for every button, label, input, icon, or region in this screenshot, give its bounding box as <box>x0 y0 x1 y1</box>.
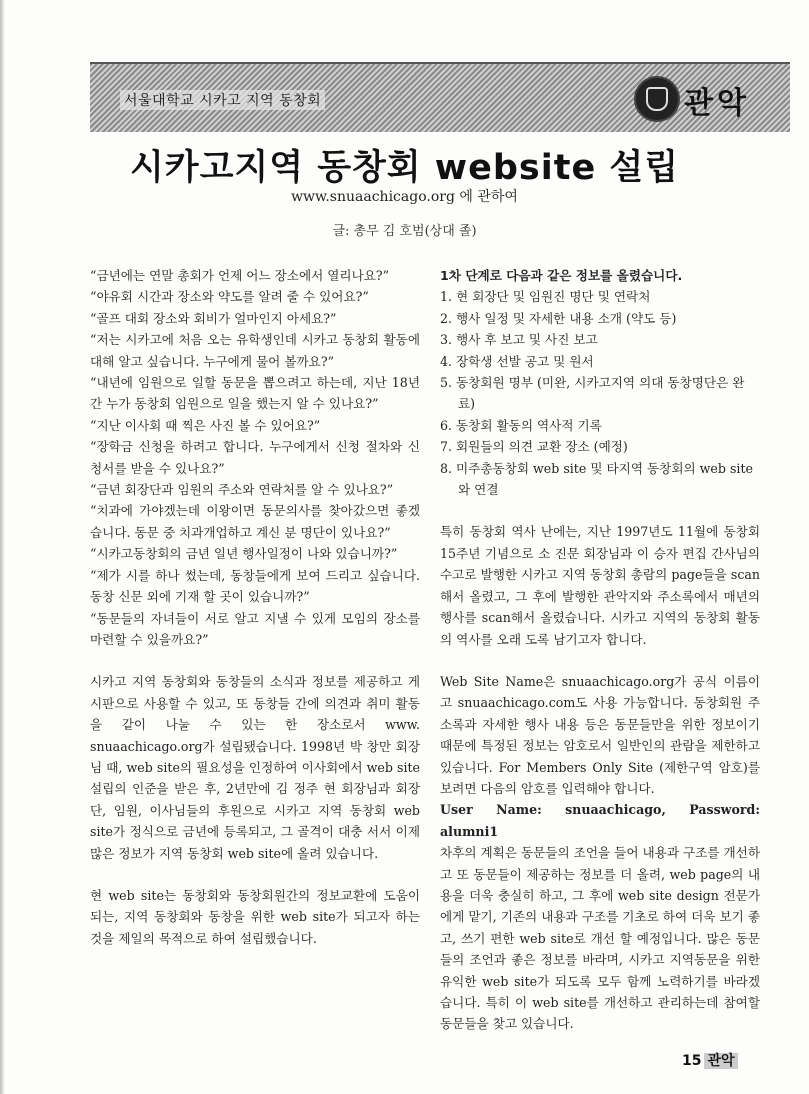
list-heading: 1차 단계로 다음과 같은 정보를 올렸습니다. <box>440 268 683 283</box>
question-item: “금년 회장단과 임원의 주소와 연락처를 알 수 있나요?” <box>90 482 394 498</box>
question-item: “장학금 신청을 하려고 합니다. 누구에게서 신청 절차와 신청서를 받을 수 있나요?” <box>90 439 420 476</box>
body-paragraph: 시카고 지역 동창회와 동창들의 소식과 정보를 제공하고 게시판으로 사용할 수 있고, 또 동창들 간에 의견과 취미 활동을 같이 나눌 수 있는 한 장소로서 www. snuaachicago.org가 설립됐습니다. 1998년 박 창만 회장님 때, web site의 필요성을 인정하여 이사회에서 web site설립의 인준을 받은 후, 2년만에 김 정주 현 회장님과 회장단, 임원, 이사님들의 후원으로 시카고 지역 동창회 web site가 정식으로 금년에 등록되고, 그 골격이 대충 서서 이제 많은 정보가 지역 동창회 web site에 올려 있습니다. <box>90 674 420 861</box>
question-item: “치과에 가야겠는데 이왕이면 동문의사를 찾아갔으면 좋겠습니다. 동문 중 치과개업하고 계신 분 명단이 있나요?” <box>90 503 420 540</box>
list-item: 7. 회원들의 의견 교환 장소 (예정) <box>440 439 628 455</box>
article-byline: 글: 총무 김 호범(상대 졸) <box>332 224 477 239</box>
right-column <box>440 265 760 1035</box>
question-item: “야유회 시간과 장소와 약도를 알려 줄 수 있어요?” <box>90 289 369 305</box>
list-item: 3. 행사 후 보고 및 사진 보고 <box>440 332 598 348</box>
list-item: 4. 장학생 선발 공고 및 원서 <box>440 353 594 369</box>
section-label: 서울대학교 시카고 지역 동창회 <box>120 90 325 110</box>
page-footer <box>682 1050 738 1070</box>
body-paragraph: 현 web site는 동창회와 동창회원간의 정보교환에 도움이 되는, 지역 동창회와 동창을 위한 web site가 되고자 하는 것을 제일의 목적으로 하여 설립했습니다. <box>90 887 420 946</box>
body-paragraph: 차후의 계획은 동문들의 조언을 들어 내용과 구조를 개선하고 또 동문들이 제공하는 정보를 더 올려, web page의 내용을 더욱 충실히 하고, 그 후에 web site design 전문가에게 맡기, 기존의 내용과 구조를 기초로 하여 더욱 보기 좋고, 쓰기 편한 web site로 개선 할 예정입니다. 많은 동문들의 조언과 좋은 정보를 바라며, 시카고 지역동문을 위한 유익한 web site가 되도록 모두 함께 노력하기를 바라겠습니다. 특히 이 web site를 개선하고 관리하는데 참여할 동문들을 찾고 있습니다. <box>440 845 760 1032</box>
body-paragraph: Web Site Name은 snuaachicago.org가 공식 이름이고 snuaachicago.com도 사용 가능합니다. 동창회원 주소록과 자세한 행사 내용 등은 동문들만을 위한 정보이기 때문에 특정된 정보는 암호로서 일반인의 관람을 제한하고 있습니다. For Members Only Site (제한구역 암호)를 보려면 다음의 암호를 입력해야 합니다. <box>440 673 760 796</box>
question-item: “동문들의 자녀들이 서로 알고 지낼 수 있게 모임의 장소를 마련할 수 있을까요?” <box>90 610 420 647</box>
question-list <box>90 265 420 650</box>
list-item: 2. 행사 일정 및 자세한 내용 소개 (약도 등) <box>440 310 677 326</box>
question-item: “금년에는 연말 총회가 언제 어느 장소에서 열리나요?” <box>90 268 390 283</box>
question-item: “골프 대회 장소와 회비가 얼마인지 아세요?” <box>90 310 337 326</box>
question-item: “저는 시카고에 처음 오는 유학생인데 시카고 동창회 활동에 대해 알고 싶습니다. 누구에게 물어 볼까요?” <box>90 332 420 369</box>
list-item: 6. 동창회 활동의 역사적 기록 <box>440 417 602 433</box>
article-subtitle: www.snuaachicago.org 에 관하여 <box>291 189 518 205</box>
question-item: “지난 이사회 때 찍은 사진 볼 수 있어요?” <box>90 417 321 433</box>
list-item: 5. 동창회원 명부 (미완, 시카고지역 의대 동창명단은 완료) <box>440 375 745 412</box>
magazine-name: 관악 <box>684 86 750 121</box>
question-item: “내년에 임원으로 일할 동문을 뽑으려고 하는데, 지난 18년간 누가 동창회 임원으로 일을 했는지 알 수 있나요?” <box>90 375 420 412</box>
question-item: “제가 시를 하나 썼는데, 동창들에게 보여 드리고 싶습니다. 동창 신문 외에 기재 할 곳이 있습니까?” <box>90 567 420 605</box>
body-paragraph: 특히 동창회 역사 난에는, 지난 1997년도 11월에 동창회 15주년 기념으로 소 진문 회장님과 이 승자 편집 간사님의 수고로 발행한 시카고 지역 동창회 총람의 page들을 scan 해서 올렸고, 그 후에 발행한 관악지와 주소록에서 매년의 행사를 scan해서 올렸습니다. 시카고 지역의 동창회 활동의 역사를 오래 도록 남기고자 합니다. <box>440 524 760 647</box>
page-number: 15 <box>682 1053 702 1069</box>
left-column <box>90 265 420 949</box>
question-item: “시카고동창회의 금년 일년 행사일정이 나와 있습니까?” <box>90 546 398 562</box>
list-item: 1. 현 회장단 및 임원진 명단 및 연락처 <box>440 289 651 305</box>
article-title: 시카고지역 동창회 website 설립 <box>129 148 680 188</box>
list-item: 8. 미주총동창회 web site 및 타지역 동창회의 web site와 연결 <box>440 460 753 498</box>
info-list <box>440 286 760 500</box>
login-credentials: User Name: snuaachicago, Password: alumni1 <box>440 802 760 839</box>
university-emblem-icon <box>634 76 680 122</box>
page-magazine-name: 관악 <box>704 1053 737 1069</box>
